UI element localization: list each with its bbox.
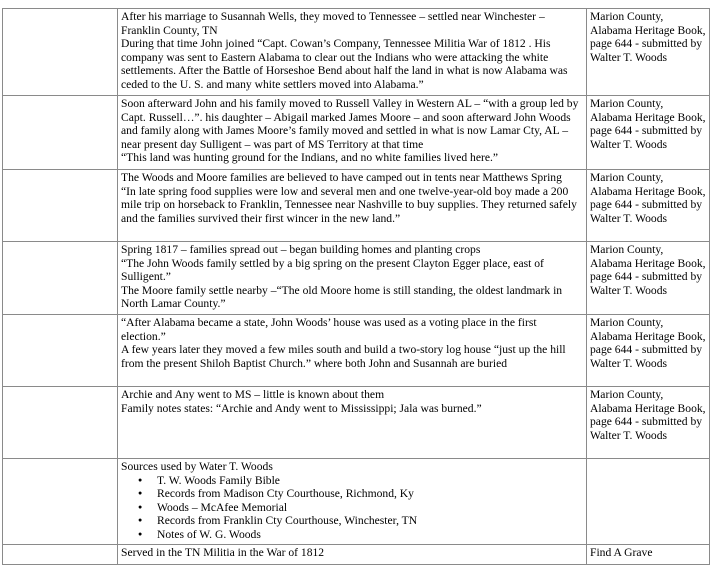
source-cell: Marion County, Alabama Heritage Book, page 644 - submitted by Walter T. Woods — [587, 9, 710, 96]
source-cell: Marion County, Alabama Heritage Book, page 644 - submitted by Walter T. Woods — [587, 242, 710, 315]
date-cell — [3, 315, 118, 387]
source-cell: Marion County, Alabama Heritage Book, page 644 - submitted by Walter T. Woods — [587, 96, 710, 170]
list-item: ● Woods – McAfee Memorial — [157, 501, 583, 515]
event-paragraph: “In late spring food supplies were low and several men and one twelve-year-old boy made a 200 mile trip on horseback to Franklin, Tennessee near Nashville to buy supplies. They returned safely and the families survived their first wincer in the new land.” — [121, 184, 577, 225]
event-cell — [118, 315, 587, 387]
source-cell — [587, 459, 710, 545]
date-cell — [3, 9, 118, 96]
list-item: ● T. W. Woods Family Bible — [157, 474, 583, 488]
table-row — [3, 315, 710, 387]
event-cell — [118, 387, 587, 459]
date-cell — [3, 170, 118, 242]
event-cell — [118, 9, 587, 96]
source-cell: Marion County, Alabama Heritage Book, page 644 - submitted by Walter T. Woods — [587, 315, 710, 387]
list-item: ● Records from Madison Cty Courthouse, Richmond, Ky — [157, 487, 583, 501]
event-paragraph: Family notes states: “Archie and Andy went to Mississippi; Jala was burned.” — [121, 401, 482, 415]
sources-row — [3, 459, 710, 545]
source-cell: Marion County, Alabama Heritage Book, page 644 - submitted by Walter T. Woods — [587, 387, 710, 459]
sources-list — [121, 474, 583, 542]
list-item: ● Notes of W. G. Woods — [157, 528, 583, 542]
event-paragraph: Spring 1817 – families spread out – began building homes and planting crops — [121, 243, 481, 256]
table-row — [3, 96, 710, 170]
event-cell — [118, 170, 587, 242]
date-cell — [3, 459, 118, 545]
table-row — [3, 170, 710, 242]
event-cell: Served in the TN Militia in the War of 1812 — [118, 545, 587, 565]
date-cell — [3, 96, 118, 170]
document-table — [2, 8, 710, 565]
list-item: ● Records from Franklin Cty Courthouse, Winchester, TN — [157, 514, 583, 528]
event-cell — [118, 242, 587, 315]
date-cell — [3, 242, 118, 315]
source-cell: Find A Grave — [587, 545, 710, 565]
event-paragraph: “After Alabama became a state, John Woods’ house was used as a voting place in the first election.” — [121, 316, 537, 343]
table-row — [3, 9, 710, 96]
event-paragraph: “The John Woods family settled by a big spring on the present Clayton Egger place, east of Sulligent.” — [121, 256, 544, 284]
sources-cell — [118, 459, 587, 545]
table-row — [3, 387, 710, 459]
sources-heading: Sources used by Water T. Woods — [121, 460, 273, 473]
source-cell: Marion County, Alabama Heritage Book, page 644 - submitted by Walter T. Woods — [587, 170, 710, 242]
event-paragraph: Soon afterward John and his family moved to Russell Valley in Western AL – “with a group led by Capt. Russell…”. his daughter – Abigail marked James Moore – and soon afterward John Woods and family along with James Moore’s family moved and settled in what is now Lamar Cty, AL – near present day Sulligent – was part of MS Territory at that time — [121, 97, 579, 151]
event-cell — [118, 96, 587, 170]
event-paragraph: Archie and Any went to MS – little is known about them — [121, 388, 385, 401]
event-paragraph: The Woods and Moore families are believed to have camped out in tents near Matthews Spring — [121, 171, 562, 184]
date-cell — [3, 387, 118, 459]
event-paragraph: During that time John joined “Capt. Cowan’s Company, Tennessee Militia War of 1812 . His company was sent to Eastern Alabama to clear out the Indians who were attacking the white settlements. After the Battle of Horseshoe Bend about half the land in what is now Alabama was ceded to the U. S. and many white settlers moved into Alabama.” — [121, 37, 568, 91]
date-cell — [3, 545, 118, 565]
event-paragraph: After his marriage to Susannah Wells, they moved to Tennessee – settled near Winchester – Franklin County, TN — [121, 10, 545, 37]
table-row — [3, 545, 710, 565]
event-paragraph: “This land was hunting ground for the Indians, and no white families lived here.” — [121, 151, 499, 165]
event-paragraph: A few years later they moved a few miles south and build a two-story log house “just up the hill from the present Shiloh Baptist Church.” where both John and Susannah are buried — [121, 343, 566, 370]
event-paragraph: The Moore family settle nearby –“The old Moore home is still standing, the oldest landmark in North Lamar County.” — [121, 283, 563, 311]
table-row — [3, 242, 710, 315]
